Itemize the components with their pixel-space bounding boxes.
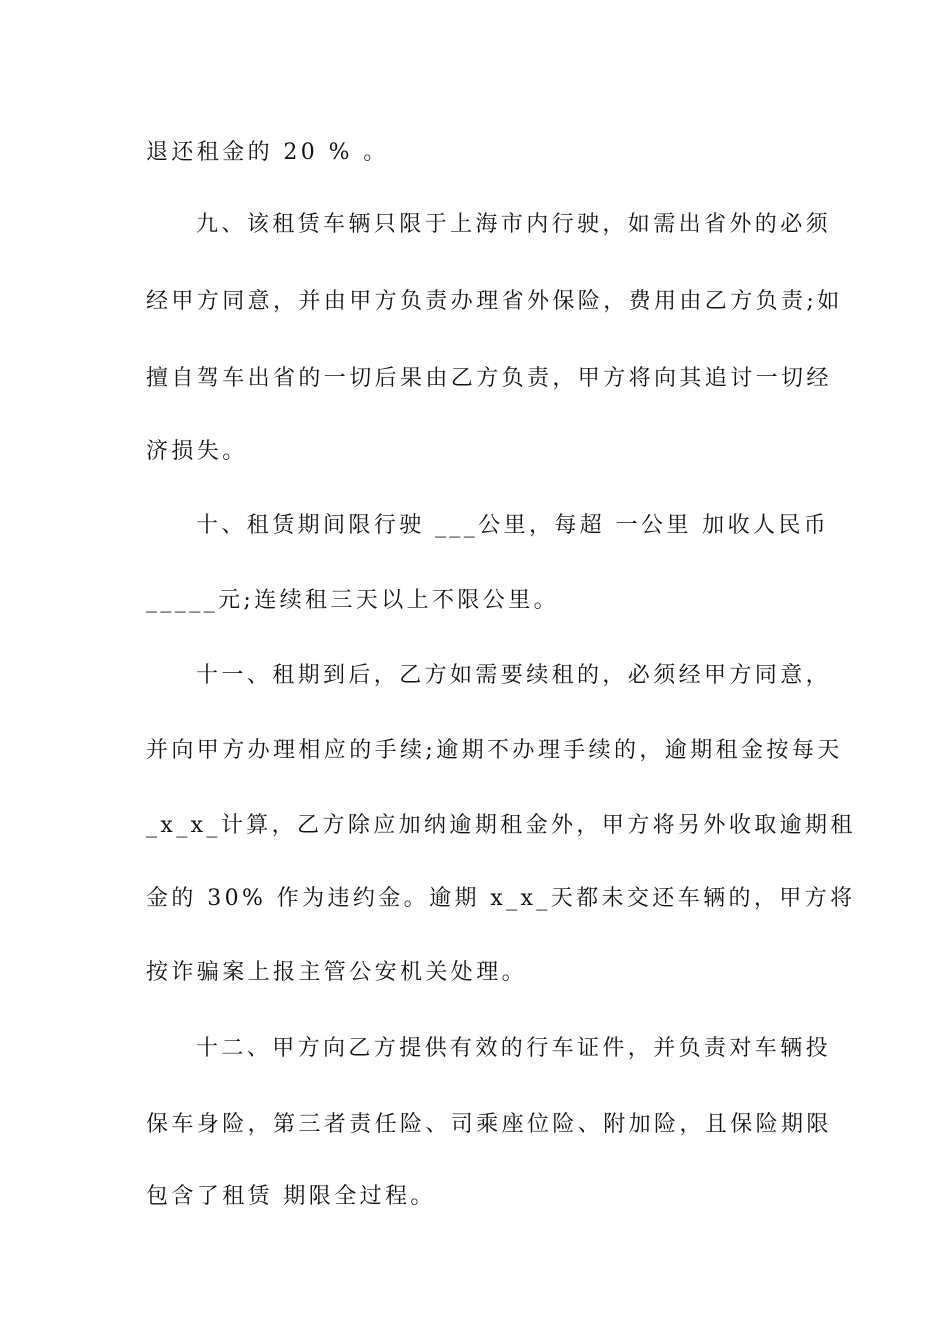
- text-line: 包含了租赁 期限全过程。: [146, 1184, 436, 1209]
- text-line: 十二、甲方向乙方提供有效的行车证件，并负责对车辆投: [196, 1036, 832, 1061]
- text-line: _____元;连续租三天以上不限公里。: [146, 588, 560, 613]
- text-line: 十一、租期到后，乙方如需要续租的，必须经甲方同意，: [196, 663, 832, 688]
- text-line: _x_x_计算，乙方除应加纳逾期租金外，甲方将另外收取逾期租: [146, 813, 856, 838]
- text-line: 擅自驾车出省的一切后果由乙方负责，甲方将向其追讨一切经: [146, 366, 832, 391]
- text-line: 十、租赁期间限行驶 ___公里，每超 一公里 加收人民币: [196, 513, 830, 538]
- text-line: 济损失。: [146, 439, 248, 464]
- text-line: 退还租金的 20 % 。: [146, 140, 389, 165]
- text-line: 九、该租赁车辆只限于上海市内行驶，如需出省外的必须: [196, 212, 832, 237]
- text-line: 并向甲方办理相应的手续;逾期不办理手续的，逾期租金按每天: [146, 738, 843, 763]
- text-line: 经甲方同意，并由甲方负责办理省外保险，费用由乙方负责;如: [146, 289, 843, 314]
- text-line: 按诈骗案上报主管公安机关处理。: [146, 960, 528, 985]
- text-line: 金的 30% 作为违约金。逾期 x_x_天都未交还车辆的，甲方将: [146, 886, 856, 911]
- text-line: 保车身险，第三者责任险、司乘座位险、附加险，且保险期限: [146, 1112, 832, 1137]
